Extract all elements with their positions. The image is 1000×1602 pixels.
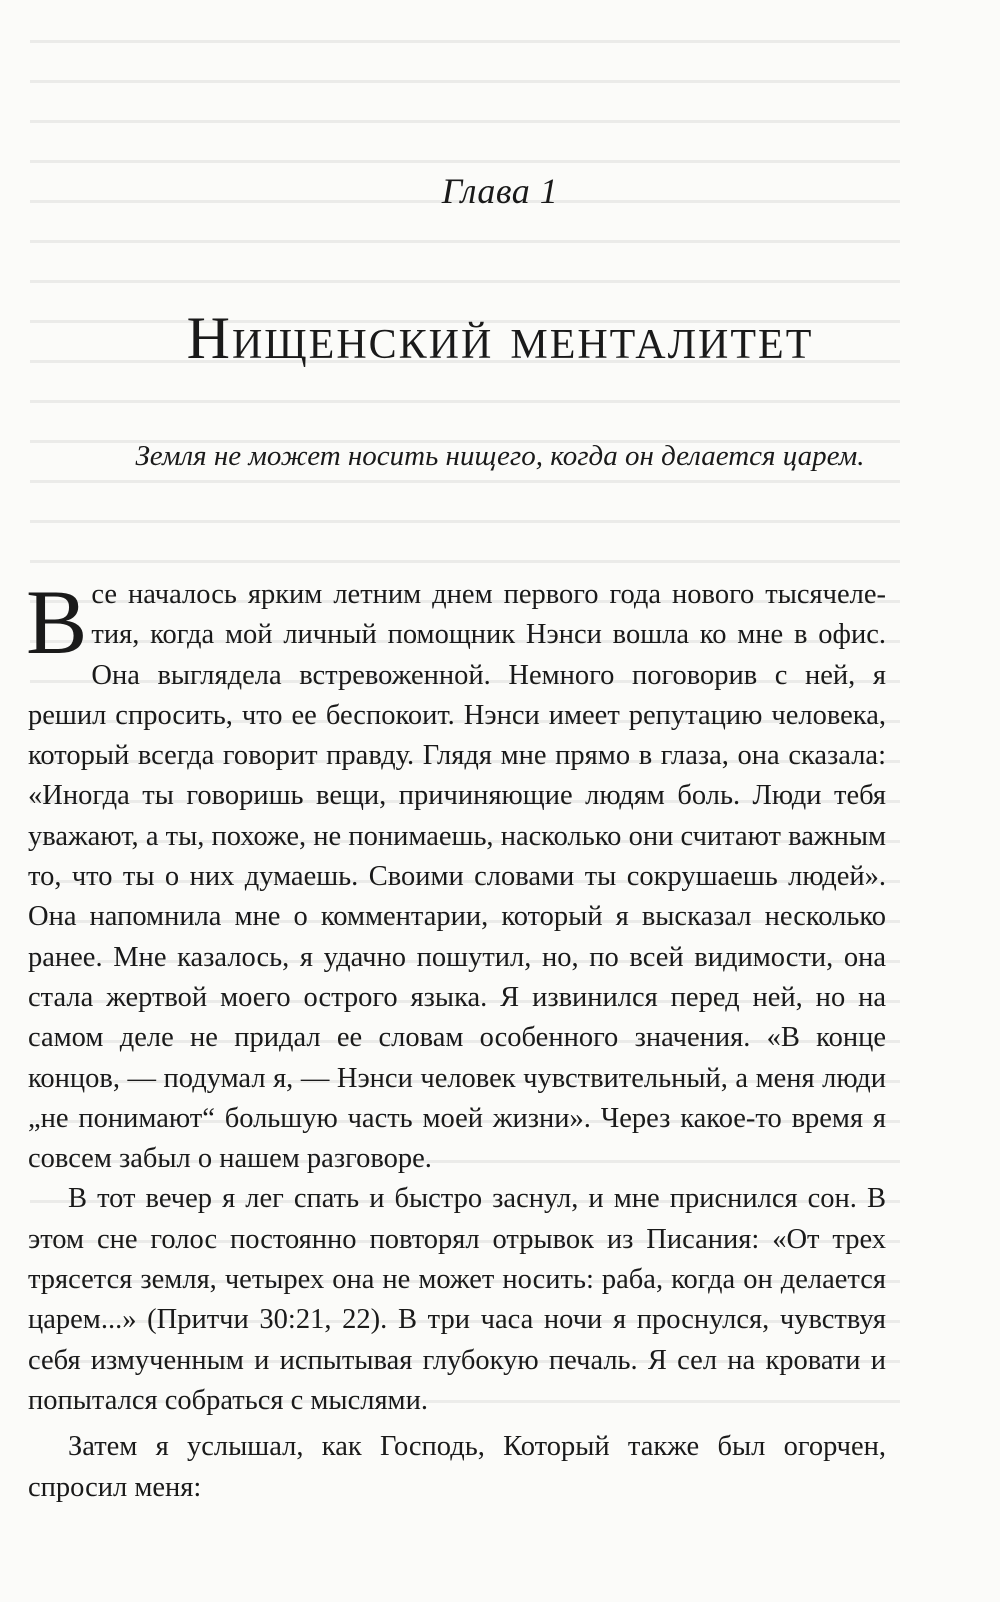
paragraph-1: [26, 571, 886, 1179]
chapter-title: Нищенский менталитет: [186, 305, 814, 371]
body-text: [26, 571, 886, 1508]
chapter-label: Глава 1: [441, 171, 559, 211]
epigraph: Земля не может носить нищего, когда он делается царем.: [135, 440, 865, 472]
paragraph-2: В тот вечер я лег спать и быстро заснул, и мне приснился сон. В этом сне голос постоянно повторял отрывок из Писания: «От трех трясется земля, четырех она не может носить: раба, когда он делается царем...» (Притчи 30:21, 22). В три часа ночи я проснулся, чувствуя себя измученным и испытывая глубокую печаль. Я сел на кровати и попытался собраться с мыслями.: [28, 1183, 886, 1416]
paragraph-1-text: се началось ярким летним днем первого года нового тысячеле-тия, когда мой личный помощник Нэнси вошла ко мне в офис. Она выглядела встревоженной. Немного поговорив с ней, я решил спросить, что ее беспокоит. Нэнси имеет репутацию человека, который всегда говорит правду. Глядя мне прямо в глаза, она сказала: «Иногда ты говоришь вещи, причиняющие людям боль. Люди тебя уважают, а ты, похоже, не понимаешь, насколько они считают важным то, что ты о них думаешь. Своими словами ты сокрушаешь людей». Она напомнила мне о комментарии, который я высказал несколько ранее. Мне казалось, я удачно пошутил, но, по всей видимости, она стала жертвой моего острого языка. Я извинился перед ней, но на самом деле не придал ее словам особенного значения. «В конце концов, — подумал я, — Нэнси человек чувствительный, а меня люди „не понимают“ большую часть моей жизни». Через какое-то время я совсем забыл о нашем разговоре.: [28, 579, 886, 1175]
paragraph-3: Затем я услышал, как Господь, Который также был огорчен, спросил меня:: [28, 1431, 886, 1503]
drop-cap: В: [26, 571, 88, 673]
